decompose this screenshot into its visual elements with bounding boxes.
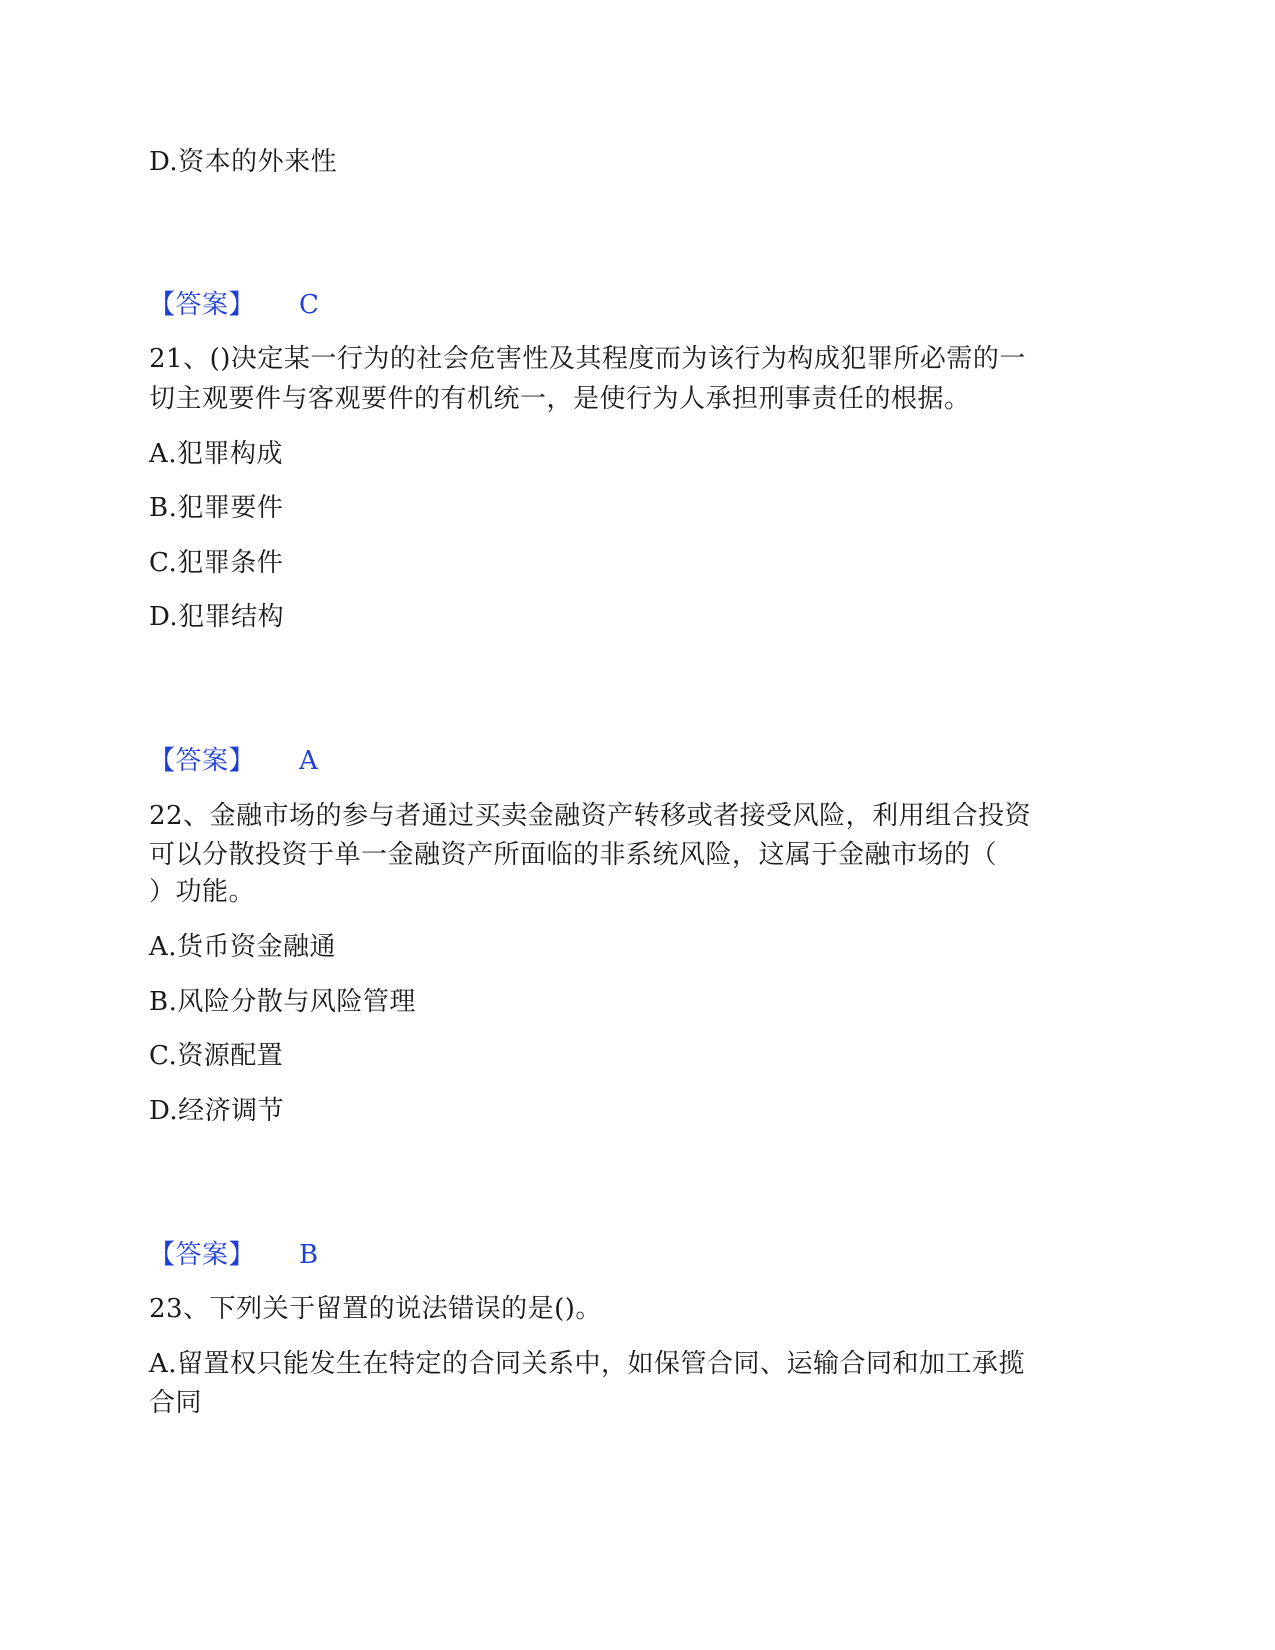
q22-stem-line-3: ）功能。 — [149, 877, 256, 907]
q21-stem-line-2: 切主观要件与客观要件的有机统一，是使行为人承担刑事责任的根据。 — [149, 384, 971, 414]
q22-option-a: A.货币资金融通 — [149, 932, 337, 962]
q22-stem-line-1: 22、金融市场的参与者通过买卖金融资产转移或者接受风险，利用组合投资 — [149, 801, 1032, 831]
q22-option-d: D.经济调节 — [149, 1096, 285, 1126]
answer-22 — [149, 1236, 319, 1274]
answer-21 — [149, 742, 318, 780]
q21-stem-line-1: 21、()决定某一行为的社会危害性及其程度而为该行为构成犯罪所必需的一 — [149, 344, 1026, 374]
answer-label: 【答案】 — [149, 1240, 256, 1270]
q23-option-a-line-2: 合同 — [149, 1388, 203, 1418]
q21-option-d: D.犯罪结构 — [149, 602, 285, 632]
answer-label: 【答案】 — [149, 746, 256, 776]
q21-option-c: C.犯罪条件 — [149, 548, 284, 578]
q20-option-d: D.资本的外来性 — [149, 147, 338, 177]
q22-option-c: C.资源配置 — [149, 1041, 284, 1071]
answer-label: 【答案】 — [149, 290, 256, 320]
q23-stem: 23、下列关于留置的说法错误的是()。 — [149, 1294, 602, 1324]
q21-option-a: A.犯罪构成 — [149, 439, 284, 469]
answer-value: A — [299, 746, 319, 776]
answer-value: C — [299, 290, 320, 320]
q23-option-a-line-1: A.留置权只能发生在特定的合同关系中，如保管合同、运输合同和加工承揽 — [149, 1349, 1026, 1379]
answer-20 — [149, 286, 319, 324]
q22-stem-line-2: 可以分散投资于单一金融资产所面临的非系统风险，这属于金融市场的（ — [149, 840, 998, 870]
q21-option-b: B.犯罪要件 — [149, 493, 284, 523]
answer-value: B — [299, 1240, 319, 1270]
q22-option-b: B.风险分散与风险管理 — [149, 987, 416, 1017]
